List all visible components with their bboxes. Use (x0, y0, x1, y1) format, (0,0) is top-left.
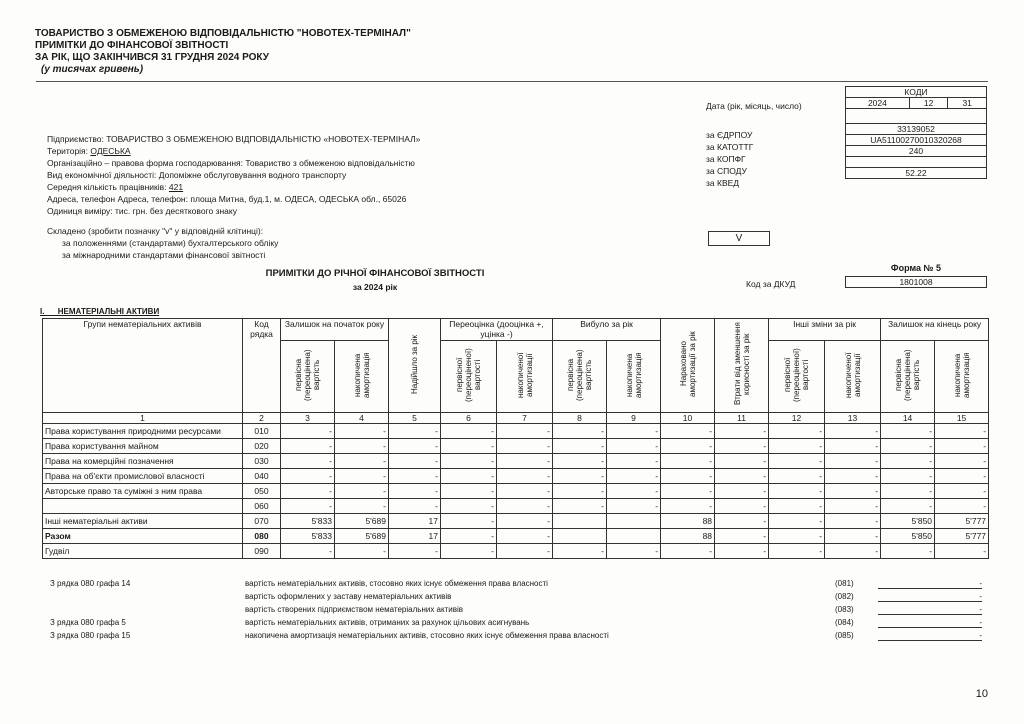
dkud-table (845, 276, 987, 288)
row-value: - (935, 439, 989, 454)
row-value: - (661, 469, 715, 484)
th-loss: Втрати від зменшення корисності за рік (715, 319, 769, 413)
row-value: - (715, 544, 769, 559)
page-number: 10 (975, 688, 988, 700)
row-value: - (661, 484, 715, 499)
row-value: - (441, 424, 497, 439)
row-value: - (389, 424, 441, 439)
row-value: - (661, 499, 715, 514)
row-value: - (281, 439, 335, 454)
row-value: - (553, 424, 607, 439)
report-subtitle: за 2024 рік (352, 282, 398, 292)
row-value: - (335, 544, 389, 559)
th-start-initial: первісна (переоцінена) вартість (281, 341, 335, 413)
row-value: - (607, 544, 661, 559)
th-disp-accum: накопичена амортизація (607, 341, 661, 413)
footer-code: (083) (835, 605, 854, 614)
th-group: Групи нематеріальних активів (43, 319, 243, 413)
table-row (43, 484, 989, 499)
row-name: Інші нематеріальні активи (43, 514, 243, 529)
row-value: - (715, 424, 769, 439)
section-title: І. НЕМАТЕРІАЛЬНІ АКТИВИ (40, 307, 160, 316)
row-value: - (389, 544, 441, 559)
row-name: Гудвіл (43, 544, 243, 559)
th-disposed: Вибуло за рік (553, 319, 661, 341)
row-value: - (935, 499, 989, 514)
row-value: - (769, 469, 825, 484)
row-value: - (335, 454, 389, 469)
row-value: - (825, 424, 881, 439)
th-reval-initial: первісної (переоціненої) вартості (441, 341, 497, 413)
code-spodu (846, 157, 987, 168)
table-row (43, 499, 989, 514)
row-code: 060 (243, 499, 281, 514)
edrpou-label: за ЄДРПОУ (706, 130, 753, 140)
row-value (553, 514, 607, 529)
column-number: 13 (825, 413, 881, 424)
th-disp-initial: первісна (переоцінена) вартість (553, 341, 607, 413)
row-value: - (825, 484, 881, 499)
row-value: - (497, 469, 553, 484)
row-name: Разом (43, 529, 243, 544)
footer-code: (082) (835, 592, 854, 601)
footer-ref: З рядка 080 графа 14 (50, 579, 131, 588)
row-value: - (441, 469, 497, 484)
footer-value: - (878, 605, 982, 615)
kopfg-label: за КОПФГ (706, 154, 746, 164)
row-value: - (769, 454, 825, 469)
th-end: Залишок на кінець року (881, 319, 989, 341)
table-row (43, 544, 989, 559)
staff-line (47, 182, 183, 192)
table-row (43, 529, 989, 544)
row-value: - (497, 424, 553, 439)
row-value: - (335, 484, 389, 499)
header-notes-title: ПРИМІТКИ ДО ФІНАНСОВОЇ ЗВІТНОСТІ (35, 40, 229, 51)
row-value: - (881, 439, 935, 454)
row-name (43, 499, 243, 514)
code-day: 31 (948, 98, 987, 109)
header-company: ТОВАРИСТВО З ОБМЕЖЕНОЮ ВІДПОВІДАЛЬНІСТЮ "НОВОТЕХ-ТЕРМІНАЛ" (35, 28, 411, 39)
row-value: - (389, 454, 441, 469)
date-label: Дата (рік, місяць, число) (706, 101, 802, 111)
row-value: 5'833 (281, 514, 335, 529)
row-name: Права користування природними ресурсами (43, 424, 243, 439)
column-number: 11 (715, 413, 769, 424)
kved-label: за КВЕД (706, 178, 740, 188)
footer-text: вартість нематеріальних активів, отриманих за рахунок цільових асигнувань (245, 618, 530, 627)
row-value: - (553, 484, 607, 499)
enterprise-name: Підприємство: ТОВАРИСТВО З ОБМЕЖЕНОЮ ВІДПОВІДАЛЬНІСТЮ «НОВОТЕХ-ТЕРМІНАЛ» (47, 134, 421, 144)
th-reval-accum: накопиченої амортизації (497, 341, 553, 413)
staff-label: Середня кількість працівників: (47, 182, 167, 192)
row-value: - (335, 439, 389, 454)
row-value: - (335, 499, 389, 514)
code-edrpou: 33139052 (846, 124, 987, 135)
footer-ref: З рядка 080 графа 15 (50, 631, 131, 640)
unit-measure: Одиниця виміру: тис. грн. без десяткового знаку (47, 206, 237, 216)
row-value: - (497, 454, 553, 469)
header-unit: (у тисячах гривень) (41, 64, 144, 75)
code-month: 12 (909, 98, 948, 109)
row-code: 030 (243, 454, 281, 469)
codes-table (845, 86, 987, 179)
row-value: - (881, 424, 935, 439)
row-value: - (769, 514, 825, 529)
row-value: - (389, 484, 441, 499)
footer-text: вартість нематеріальних активів, стосовно яких існує обмеження права власності (245, 579, 548, 588)
row-value: - (281, 484, 335, 499)
row-value: - (715, 514, 769, 529)
row-value: - (335, 424, 389, 439)
column-number: 15 (935, 413, 989, 424)
code-year: 2024 (846, 98, 910, 109)
row-value: - (497, 439, 553, 454)
row-value: - (281, 454, 335, 469)
row-value: - (441, 514, 497, 529)
row-value: - (553, 544, 607, 559)
row-code: 050 (243, 484, 281, 499)
footer-text: вартість створених підприємством нематеріальних активів (245, 605, 463, 614)
header-divider (36, 81, 988, 82)
row-value: - (553, 439, 607, 454)
row-value: - (881, 499, 935, 514)
territory-line (47, 146, 131, 156)
column-number: 5 (389, 413, 441, 424)
row-value: 5'689 (335, 514, 389, 529)
footer-code: (081) (835, 579, 854, 588)
th-start: Залишок на початок року (281, 319, 389, 341)
row-value: - (935, 544, 989, 559)
row-value: - (335, 469, 389, 484)
column-number: 3 (281, 413, 335, 424)
row-value: - (715, 439, 769, 454)
footer-value: - (878, 579, 982, 589)
row-value: - (281, 544, 335, 559)
th-other: Інші зміни за рік (769, 319, 881, 341)
row-value: 5'850 (881, 514, 935, 529)
row-value: - (715, 499, 769, 514)
row-name: Авторське право та суміжні з ним права (43, 484, 243, 499)
footer-text: вартість оформлених у заставу нематеріальних активів (245, 592, 452, 601)
table-row (43, 454, 989, 469)
row-value: 5'777 (935, 514, 989, 529)
row-value: - (553, 499, 607, 514)
row-value (607, 529, 661, 544)
row-value: - (441, 529, 497, 544)
row-value: - (441, 544, 497, 559)
standard-national: за положеннями (стандартами) бухгалтерського обліку (62, 238, 279, 248)
row-value: - (715, 454, 769, 469)
row-value: - (553, 454, 607, 469)
row-value: - (497, 514, 553, 529)
row-value: - (661, 544, 715, 559)
row-value: - (769, 544, 825, 559)
row-value: - (825, 544, 881, 559)
row-value: - (389, 439, 441, 454)
row-code: 040 (243, 469, 281, 484)
row-value: - (661, 424, 715, 439)
legal-form: Організаційно – правова форма господарювання: Товариство з обмеженою відповідальністю (47, 158, 415, 168)
row-value: - (769, 529, 825, 544)
column-number: 12 (769, 413, 825, 424)
th-other-initial: первісної (переоціненої) вартості (769, 341, 825, 413)
code-kopfg: 240 (846, 146, 987, 157)
row-value: - (881, 544, 935, 559)
row-value: - (441, 454, 497, 469)
territory-label: Територія: (47, 146, 89, 156)
row-value: - (607, 454, 661, 469)
code-katottg: UA51100270010320268 (846, 135, 987, 146)
row-value: - (607, 484, 661, 499)
row-name: Права на комерційні позначення (43, 454, 243, 469)
standard-ifrs: за міжнародними стандартами фінансової звітності (62, 250, 266, 260)
th-start-accum: накопичена амортизація (335, 341, 389, 413)
row-value: - (825, 514, 881, 529)
row-value: - (497, 544, 553, 559)
row-value: - (497, 529, 553, 544)
row-value: - (825, 499, 881, 514)
column-numbers-row (43, 413, 989, 424)
row-value: - (769, 484, 825, 499)
row-value: - (935, 424, 989, 439)
row-code: 070 (243, 514, 281, 529)
row-value: 5'777 (935, 529, 989, 544)
code-dkud: 1801008 (846, 277, 987, 288)
row-value: - (607, 439, 661, 454)
prepared-label: Складено (зробити позначку "v" у відповідній клітинці): (47, 226, 264, 236)
row-value: - (607, 469, 661, 484)
row-code: 010 (243, 424, 281, 439)
th-received: Надійшло за рік (389, 319, 441, 413)
column-number: 2 (243, 413, 281, 424)
row-value: - (825, 469, 881, 484)
spodu-label: за СПОДУ (706, 166, 747, 176)
column-number: 7 (497, 413, 553, 424)
footer-ref: З рядка 080 графа 5 (50, 618, 126, 627)
row-value: - (715, 484, 769, 499)
row-value: - (715, 469, 769, 484)
row-value: - (769, 439, 825, 454)
column-number: 9 (607, 413, 661, 424)
table-row (43, 469, 989, 484)
row-value: 17 (389, 514, 441, 529)
table-row (43, 424, 989, 439)
th-end-initial: первісна (переоцінена) вартість (881, 341, 935, 413)
table-row (43, 439, 989, 454)
code-kved: 52.22 (846, 168, 987, 179)
th-reval: Переоцінка (дооцінка +, уцінка -) (441, 319, 553, 341)
codes-title: КОДИ (846, 87, 987, 98)
footer-text: накопичена амортизація нематеріальних активів, стосовно яких існує обмеження права власності (245, 631, 609, 640)
document-header (35, 28, 411, 76)
row-value: 88 (661, 529, 715, 544)
mark-checkbox: V (708, 231, 770, 246)
column-number: 6 (441, 413, 497, 424)
footer-code: (085) (835, 631, 854, 640)
column-number: 1 (43, 413, 243, 424)
row-value: - (935, 454, 989, 469)
row-value: - (769, 499, 825, 514)
row-value: - (281, 469, 335, 484)
row-value: - (935, 484, 989, 499)
row-value: 5'689 (335, 529, 389, 544)
th-end-accum: накопичена амортизація (935, 341, 989, 413)
column-number: 14 (881, 413, 935, 424)
row-value (553, 529, 607, 544)
row-value: - (441, 499, 497, 514)
table-row (43, 514, 989, 529)
dkud-label: Код за ДКУД (746, 279, 796, 289)
footer-value: - (878, 618, 982, 628)
th-code: Код рядка (243, 319, 281, 413)
row-value: - (769, 424, 825, 439)
row-code: 020 (243, 439, 281, 454)
row-value: - (661, 439, 715, 454)
row-value: - (661, 454, 715, 469)
katottg-label: за КАТОТТГ (706, 142, 754, 152)
row-value: 88 (661, 514, 715, 529)
address-line: Адреса, телефон Адреса, телефон: площа Митна, буд.1, м. ОДЕСА, ОДЕСЬКА обл., 65026 (47, 194, 407, 204)
header-period: ЗА РІК, ЩО ЗАКІНЧИВСЯ 31 ГРУДНЯ 2024 РОКУ (35, 52, 269, 63)
activity-type: Вид економічної діяльності: Допоміжне обслуговування водного транспорту (47, 170, 347, 180)
row-value: - (881, 484, 935, 499)
footer-code: (084) (835, 618, 854, 627)
row-value: - (881, 469, 935, 484)
row-value: - (553, 469, 607, 484)
th-other-accum: накопиченої амортизації (825, 341, 881, 413)
row-name: Права користування майном (43, 439, 243, 454)
row-name: Права на об'єкти промислової власності (43, 469, 243, 484)
row-value: - (715, 529, 769, 544)
row-value: - (881, 454, 935, 469)
row-value: - (441, 439, 497, 454)
row-value: - (607, 424, 661, 439)
column-number: 10 (661, 413, 715, 424)
row-value: 5'850 (881, 529, 935, 544)
row-value: - (607, 499, 661, 514)
territory-value: ОДЕСЬКА (90, 146, 131, 156)
row-value: - (497, 499, 553, 514)
staff-value: 421 (168, 182, 184, 192)
form-label: Форма № 5 (890, 263, 942, 273)
row-code: 090 (243, 544, 281, 559)
row-code: 080 (243, 529, 281, 544)
footer-value: - (878, 592, 982, 602)
report-title: ПРИМІТКИ ДО РІЧНОЇ ФІНАНСОВОЇ ЗВІТНОСТІ (265, 268, 485, 279)
row-value: - (825, 454, 881, 469)
row-value (607, 514, 661, 529)
column-number: 4 (335, 413, 389, 424)
row-value: 17 (389, 529, 441, 544)
row-value: - (935, 469, 989, 484)
row-value: 5'833 (281, 529, 335, 544)
row-value: - (389, 499, 441, 514)
th-amort: Нараховано амортизації за рік (661, 319, 715, 413)
footer-value: - (878, 631, 982, 641)
intangible-assets-table (42, 318, 989, 559)
row-value: - (389, 469, 441, 484)
row-value: - (825, 439, 881, 454)
row-value: - (281, 499, 335, 514)
row-value: - (281, 424, 335, 439)
row-value: - (441, 484, 497, 499)
row-value: - (825, 529, 881, 544)
column-number: 8 (553, 413, 607, 424)
row-value: - (497, 484, 553, 499)
